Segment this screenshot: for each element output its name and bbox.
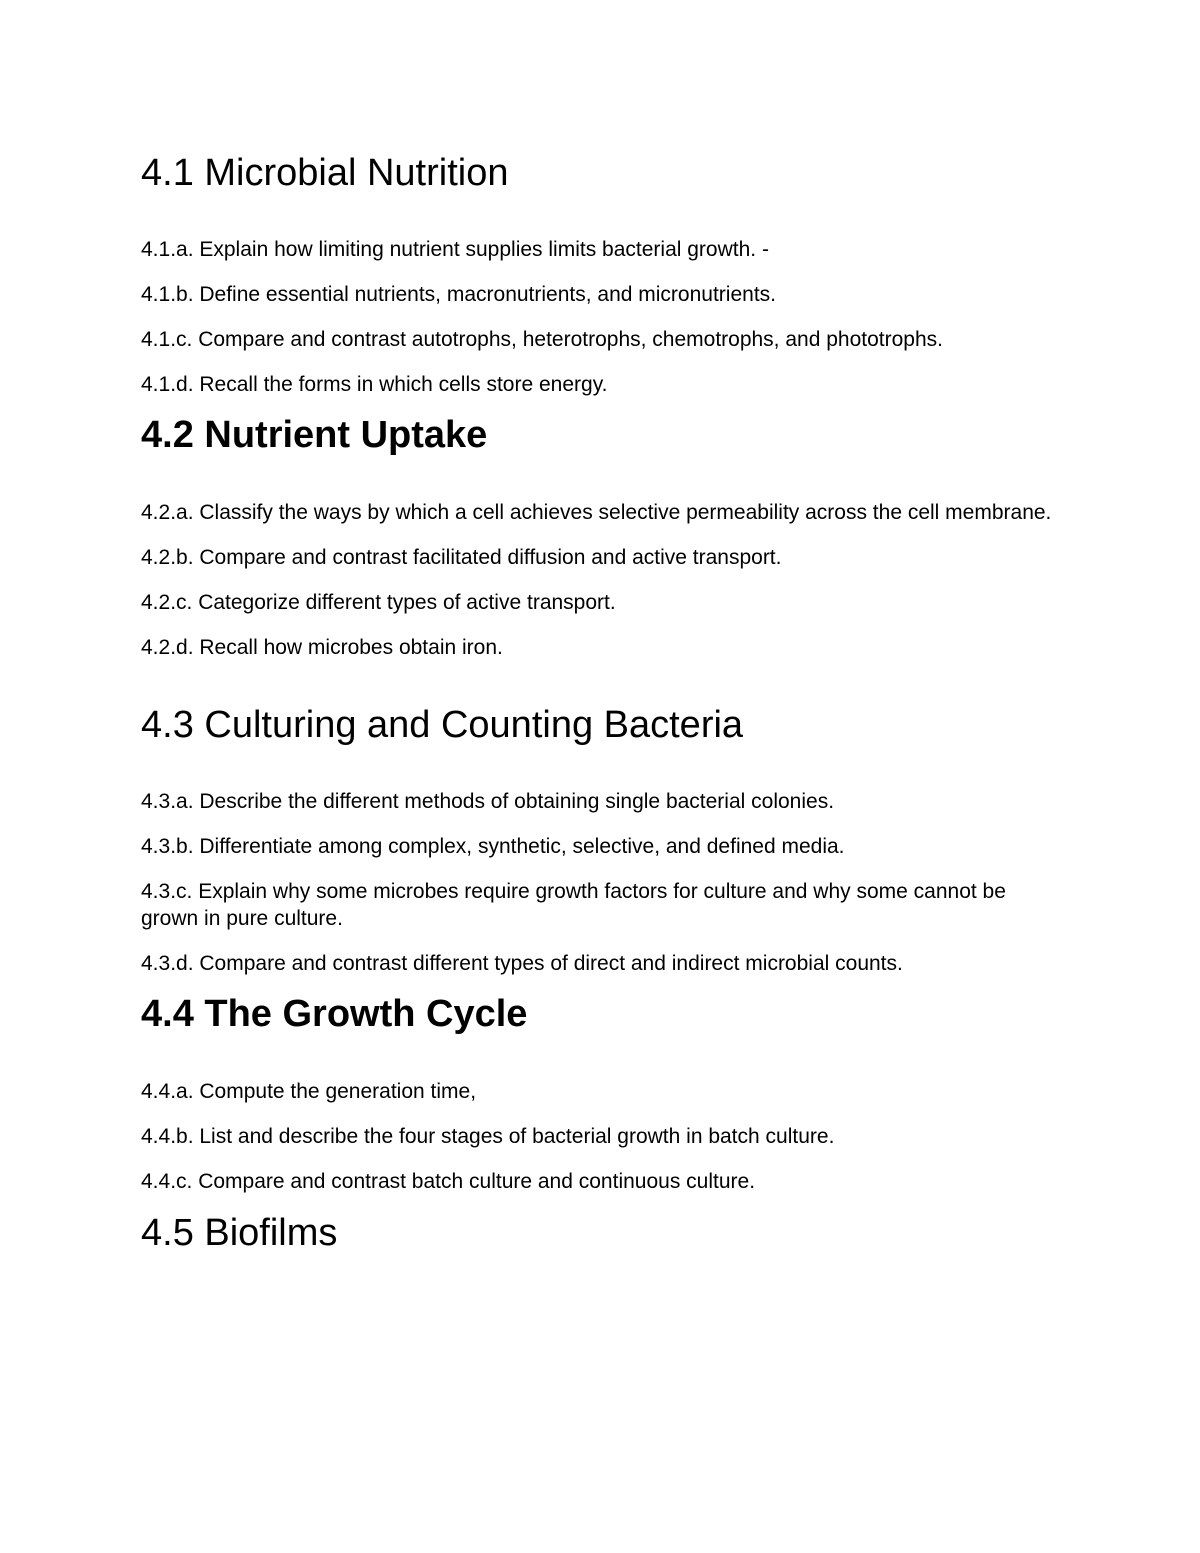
objective-item: 4.2.a. Classify the ways by which a cell achieves selective permeability across the cell membrane. xyxy=(141,501,1052,524)
objective-item: 4.2.b. Compare and contrast facilitated diffusion and active transport. xyxy=(141,546,782,569)
objective-item: 4.3.a. Describe the different methods of obtaining single bacterial colonies. xyxy=(141,790,835,813)
objective-item: 4.1.c. Compare and contrast autotrophs, heterotrophs, chemotrophs, and phototrophs. xyxy=(141,328,943,351)
objective-item: 4.1.d. Recall the forms in which cells store energy. xyxy=(141,373,608,396)
objective-list xyxy=(141,788,1061,977)
section-4-2 xyxy=(141,413,1061,661)
objective-item: 4.3.c. Explain why some microbes require growth factors for culture and why some cannot be grown in pure culture. xyxy=(141,880,1006,930)
objective-list xyxy=(141,499,1061,661)
objective-item: 4.4.b. List and describe the four stages of bacterial growth in batch culture. xyxy=(141,1125,835,1148)
section-heading: 4.3 Culturing and Counting Bacteria xyxy=(141,704,744,746)
objective-item: 4.2.d. Recall how microbes obtain iron. xyxy=(141,636,503,659)
section-4-1 xyxy=(141,151,1061,398)
objective-item: 4.4.c. Compare and contrast batch culture and continuous culture. xyxy=(141,1170,756,1193)
section-4-3 xyxy=(141,703,1061,977)
objective-list xyxy=(141,236,1061,398)
objective-list xyxy=(141,1078,1061,1195)
section-heading: 4.2 Nutrient Uptake xyxy=(141,414,488,456)
objective-item: 4.3.d. Compare and contrast different types of direct and indirect microbial counts. xyxy=(141,952,903,975)
section-heading: 4.4 The Growth Cycle xyxy=(141,993,528,1035)
objective-item: 4.4.a. Compute the generation time, xyxy=(141,1080,477,1103)
section-4-5 xyxy=(141,1211,1061,1255)
section-heading: 4.5 Biofilms xyxy=(141,1212,338,1254)
objective-item: 4.3.b. Differentiate among complex, synthetic, selective, and defined media. xyxy=(141,835,845,858)
section-4-4 xyxy=(141,992,1061,1195)
section-heading: 4.1 Microbial Nutrition xyxy=(141,152,509,194)
objective-item: 4.1.b. Define essential nutrients, macronutrients, and micronutrients. xyxy=(141,283,776,306)
objective-item: 4.1.a. Explain how limiting nutrient supplies limits bacterial growth. - xyxy=(141,238,769,261)
objective-item: 4.2.c. Categorize different types of active transport. xyxy=(141,591,616,614)
